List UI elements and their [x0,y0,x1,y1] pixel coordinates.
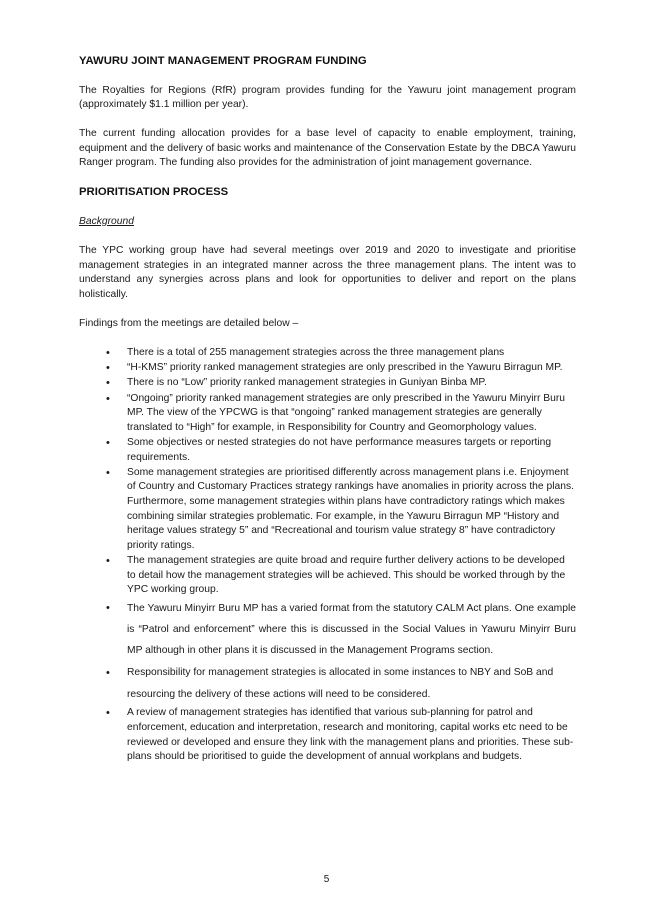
finding-item: • Some management strategies are prioritised differently across management plans i.e. Enjoyment of Country and Customary Practices strategy rankings have anomalies in priority across the plans. Furthermore, some management strategies within plans have contradictory ratings which makes combining similar strategies problematic. For example, in the Yawuru Birragun MP “History and heritage values strategy 5” and “Recreational and tourism value strategy 8” have contradictory priority ratings. [79,466,576,554]
background-label: Background [79,215,134,227]
finding-item: • The management strategies are quite broad and require further delivery actions to be developed to detail how the management strategies will be achieved. This should be worked through by the YPC working group. [79,554,576,598]
finding-item: • “H-KMS” priority ranked management strategies are only prescribed in the Yawuru Birragun MP. [79,361,576,376]
finding-item: • Responsibility for management strategies is allocated in some instances to NBY and SoB and resourcing the delivery of these actions will need to be considered. [79,662,576,706]
prioritisation-heading: PRIORITISATION PROCESS [79,186,229,199]
finding-item: • Some objectives or nested strategies do not have performance measures targets or reporting requirements. [79,436,576,465]
finding-item: • A review of management strategies has identified that various sub-planning for patrol and enforcement, education and interpretation, research and monitoring, capital works etc need to be reviewed or developed and ensure they link with the management plans and priorities. These sub-plans should be prioritised to guide the development of annual workplans and budgets. [79,706,576,764]
funding-heading: YAWURU JOINT MANAGEMENT PROGRAM FUNDING [79,55,367,67]
findings-list [79,346,576,765]
funding-paragraph-1: The Royalties for Regions (RfR) program provides funding for the Yawuru joint management program (approximately $1.1 million per year). [79,84,576,111]
finding-item: • There is no “Low” priority ranked management strategies in Guniyan Binba MP. [79,376,576,391]
page-number: 5 [323,874,330,885]
document-page [79,54,576,765]
finding-item: • The Yawuru Minyirr Buru MP has a varied format from the statutory CALM Act plans. One example is “Patrol and enforcement” where this is discussed in the Social Values in Yawuru Minyirr Buru MP although in other plans it is discussed in the Management Programs section. [79,598,576,661]
finding-item: • “Ongoing” priority ranked management strategies are only prescribed in the Yawuru Minyirr Buru MP. The view of the YPCWG is that “ongoing” ranked management strategies are generally translated to “High” for example, in Responsibility for Country and Geomorphology values. [79,392,576,436]
finding-item: • There is a total of 255 management strategies across the three management plans [79,346,576,361]
funding-paragraph-2: The current funding allocation provides for a base level of capacity to enable employment, training, equipment and the delivery of basic works and maintenance of the Conservation Estate by the DBCA Yawuru Ranger program. The funding also provides for the administration of joint management governance. [79,128,576,169]
findings-intro: Findings from the meetings are detailed below – [79,317,299,329]
prioritisation-paragraph: The YPC working group have had several meetings over 2019 and 2020 to investigate and prioritise management strategies in an integrated manner across the three management plans. The intent was to understand any synergies across plans and look for opportunities to deliver and report on the plans holistically. [79,245,576,300]
